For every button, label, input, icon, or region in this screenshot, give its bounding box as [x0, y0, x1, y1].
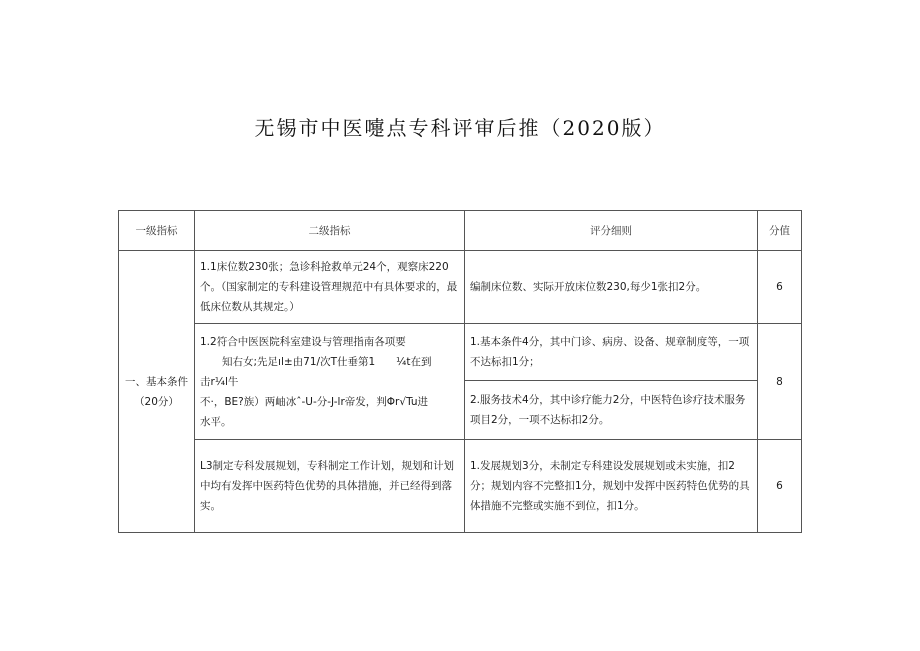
header-score: 分值 — [758, 211, 802, 251]
table-row — [119, 251, 802, 324]
header-secondary-indicator: 二级指标 — [195, 211, 465, 251]
criteria-1-2-a: 1.基本条件4分，其中门诊、病房、设备、规章制度等，一项不达标扣1分； — [465, 324, 758, 381]
table-row — [119, 324, 802, 381]
category-points: （20分） — [134, 395, 179, 408]
criteria-1-2-b: 2.服务技术4分，其中诊疗能力2分，中医特色诊疗技术服务项目2分，一项不达标扣2分。 — [465, 381, 758, 440]
evaluation-table — [118, 210, 802, 533]
score-1-2: 8 — [758, 324, 802, 440]
document-title: 无锡市中医嚏点专科评审后推（2020版） — [254, 116, 666, 140]
score-1-3: 6 — [758, 440, 802, 533]
secondary-1-2-line-3: 击r¼l牛 — [200, 375, 239, 388]
secondary-1-2-line-4: 不·，BE?族）两岫冰ˆ-U-分-J-lr帝发，判Φr√Tu进 — [200, 395, 429, 408]
category-name: 一、基本条件 — [125, 375, 188, 388]
header-primary-indicator: 一级指标 — [119, 211, 195, 251]
table-header-row — [119, 211, 802, 251]
criteria-1-3: 1.发展规划3分，未制定专科建设发展规划或未实施，扣2分；规划内容不完整扣1分，规划中发挥中医药特色优势的具体措施不完整或实施不到位，扣1分。 — [465, 440, 758, 533]
secondary-1-2-line-1: 1.2符合中医医院科室建设与管理指南各项要 — [200, 335, 406, 348]
secondary-indicator-1-3: L3制定专科发展规划，专科制定工作计划，规划和计划中均有发挥中医药特色优势的具体措施，并已经得到落实。 — [195, 440, 465, 533]
secondary-indicator-1-2 — [195, 324, 465, 440]
secondary-1-2-line-5: 水平。 — [200, 415, 232, 428]
secondary-indicator-1-1: 1.1床位数230张；急诊科抢救单元24个，观察床220个。（国家制定的专科建设管理规范中有具体要求的，最低床位数从其规定。） — [195, 251, 465, 324]
secondary-1-2-line-2: 知右女;先足ıl±由71/次T仕垂第1 ¼t在到 — [222, 355, 432, 368]
table-row — [119, 440, 802, 533]
category-cell — [119, 251, 195, 533]
header-scoring-rules: 评分细则 — [465, 211, 758, 251]
score-1-1: 6 — [758, 251, 802, 324]
criteria-1-1: 编制床位数、实际开放床位数230,每少1张扣2分。 — [465, 251, 758, 324]
